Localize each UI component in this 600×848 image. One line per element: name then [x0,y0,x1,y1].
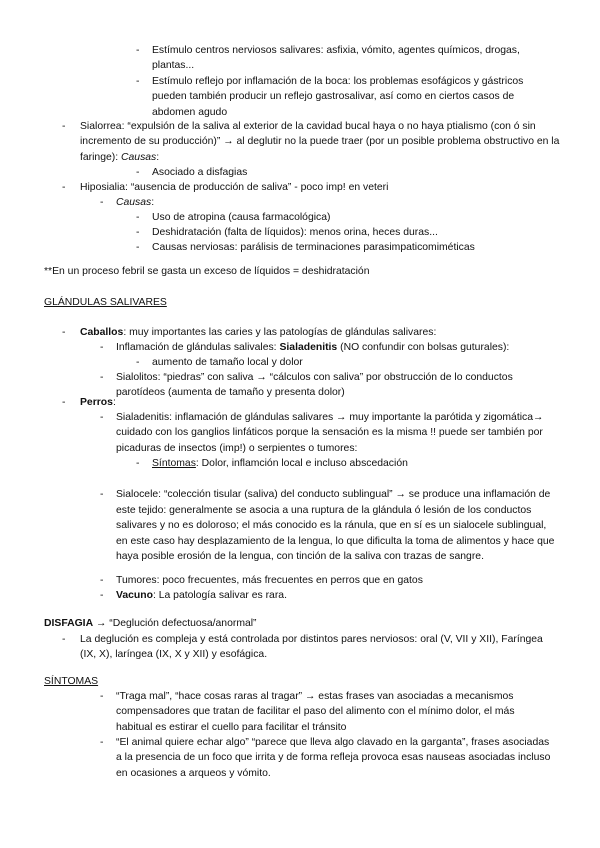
bullet-dash: - [100,197,104,208]
bullet-dash: - [100,489,104,500]
bullet-dash: - [100,342,104,353]
list-item-caballos [80,325,560,340]
bullet-dash: - [62,182,66,193]
list-item-inflamacion [116,340,566,355]
bullet-dash: - [100,372,104,383]
list-item-vacuno [116,588,287,603]
bullet-dash: - [136,357,140,368]
note-febril: **En un proceso febril se gasta un exceso de líquidos = deshidratación [44,266,370,277]
causas-colon: : [151,197,155,208]
sialorrea-text: Sialorrea: “expulsión de la saliva al exterior de la cavidad bucal haya o no haya ptialismo (con ó sin incremento de su producción)” → al deglutir no la puede traer (por un posible problema obstructivo en la faringe): [80,121,560,163]
perros-colon: : [112,397,116,408]
bullet-dash: - [62,634,66,645]
bullet-dash: - [62,121,66,132]
list-item-sintomas-perros [152,456,552,471]
list-item-sialorrea [80,119,560,165]
inflamacion-prefix: Inflamación de glándulas salivales: [116,342,280,353]
caballos-text: : muy importantes las caries y las patologías de glándulas salivares: [123,327,437,338]
list-item-nerviosas: Causas nerviosas: parálisis de terminaciones parasimpaticomiméticas [152,242,475,253]
list-item-tumores: Tumores: poco frecuentes, más frecuentes en perros que en gatos [116,575,423,586]
sintomas-label: Síntomas [152,458,196,469]
bullet-dash: - [100,691,104,702]
list-item-atropina: Uso de atropina (causa farmacológica) [152,212,331,223]
list-item-estimulo-centros: Estímulo centros nerviosos salivares: asfixia, vómito, agentes químicos, drogas, plantas... [152,45,520,72]
bullet-dash: - [136,76,140,87]
bullet-dash: - [62,327,66,338]
sialadenitis-term: Sialadenitis [279,342,338,353]
hiposialia-causas: Causas [116,197,152,208]
bullet-dash: - [136,242,140,253]
list-item-aumento: aumento de tamaño local y dolor [152,357,303,368]
bullet-dash: - [136,45,140,56]
list-item-traga-mal: “Traga mal”, “hace cosas raras al tragar” → estas frases van asociadas a mecanismos compensadores que tratan de facilitar el paso del alimento con el mínimo dolor, el más habitual es estirar el cuello para facilitar el tránsito [116,691,515,733]
bullet-dash: - [100,590,104,601]
bullet-dash: - [136,212,140,223]
heading-disfagia [44,616,257,631]
list-item-hiposialia: Hiposialia: “ausencia de producción de saliva” - poco imp! en veteri [80,182,389,193]
bullet-dash: - [100,737,104,748]
list-item-hiposialia-causas [116,195,154,210]
bullet-dash: - [136,167,140,178]
sintomas-text: : Dolor, inflamción local e incluso abscedación [195,458,408,469]
bullet-dash: - [136,458,140,469]
heading-glandulas-salivares: GLÁNDULAS SALIVARES [44,297,167,308]
bullet-dash: - [100,575,104,586]
disfagia-title-rest: → “Deglución defectuosa/anormal” [93,618,257,629]
bullet-dash: - [136,227,140,238]
caballos-label: Caballos [80,327,124,338]
disfagia-title: DISFAGIA [44,618,94,629]
inflamacion-suffix: (NO confundir con bolsas guturales): [337,342,510,353]
list-item-disfagias: Asociado a disfagias [152,167,248,178]
list-item-sialadenitis-perros: Sialadenitis: inflamación de glándulas salivares → muy importante la parótida y zigomática→ cuidado con los ganglios linfáticos porque la sensación es la misma !! puede ser también por picaduras de insectos (imp!) o serpientes o tumores: [116,412,544,454]
bullet-dash: - [100,412,104,423]
causas-colon: : [156,151,160,163]
list-item-estimulo-reflejo: Estímulo reflejo por inflamación de la boca: los problemas esofágicos y gástricos pueden también producir un reflejo gastrosalivar, así como en ciertos casos de abdomen agudo [152,76,524,118]
list-item-deshidratacion: Deshidratación (falta de líquidos): menos orina, heces duras... [152,227,438,238]
sialorrea-causas: Causas [121,151,157,163]
bullet-dash: - [62,397,66,408]
list-item-deglucion: La deglución es compleja y está controlada por distintos pares nerviosos: oral (V, VII y XII), Faríngea (IX, X), laríngea (IX, X y XII) y esofágica. [80,634,543,661]
list-item-sialocele: Sialocele: “colección tisular (saliva) del conducto sublingual” → se produce una inflamación de este tejido: generalmente se asocia a una ruptura de la glándula ó lesión de los conductos salivares y no es doloroso; el más conocido es la ránula, que en sí es un sialocele sublingual, en este caso hay desplazamiento de la lengua, lo que dificulta la toma de alimentos y hace que haya posible erosión de la lengua, con tinción de la saliva con trazas de sangre. [116,489,555,562]
heading-sintomas: SÍNTOMAS [44,676,99,687]
vacuno-label: Vacuno [116,590,153,601]
vacuno-text: : La patología salivar es rara. [152,590,287,601]
list-item-quiere-echar: “El animal quiere echar algo” “parece que lleva algo clavado en la garganta”, frases asociadas a la presencia de un foco que irrita y de forma refleja provoca esas nauseas asociadas incluso en ocasiones a arqueos y vómito. [116,737,551,779]
perros-label: Perros [80,397,113,408]
list-item-perros [80,395,116,410]
list-item-sialolitos: Sialolitos: “piedras” con saliva → “cálculos con saliva” por obstrucción de lo conductos parotídeos (aumenta de tamaño y presenta dolor) [116,372,513,399]
